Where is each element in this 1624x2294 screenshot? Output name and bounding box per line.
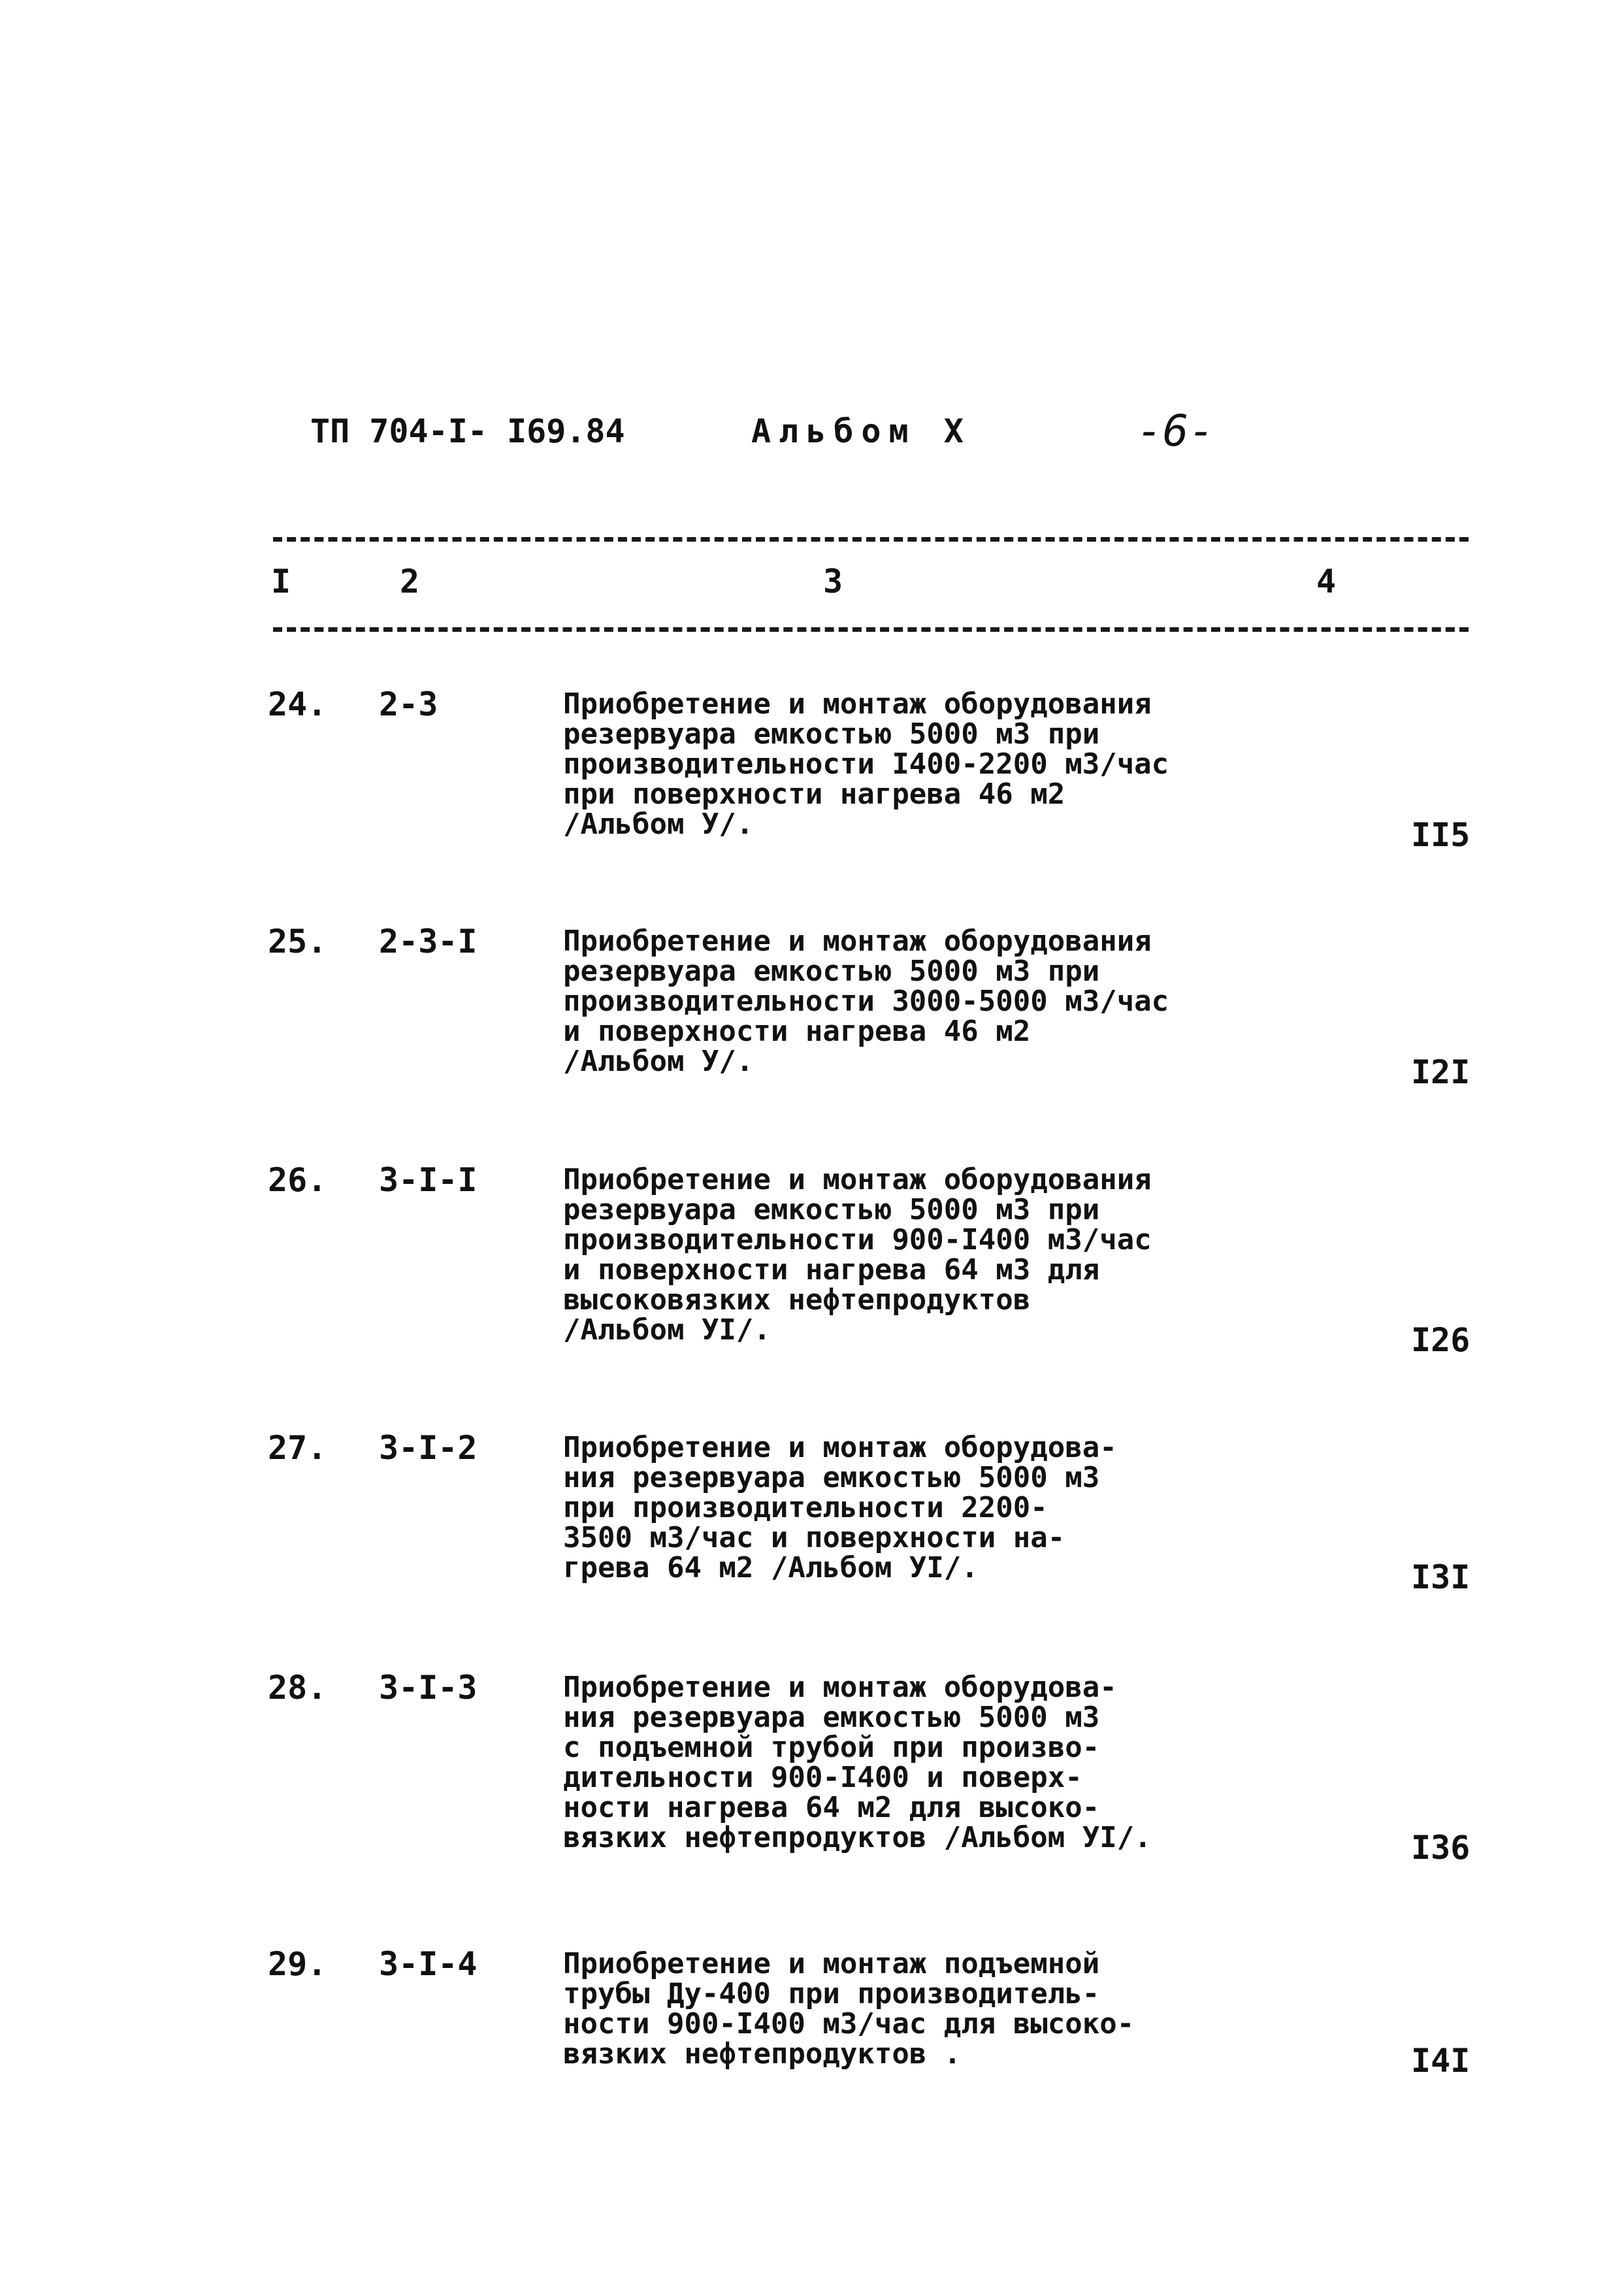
column-header-3: 3 [823,563,843,600]
row-page: I4I [1411,2042,1470,2080]
column-header-2: 2 [400,563,420,600]
row-code: 3-I-I [379,1161,478,1199]
row-number: 24. [268,685,327,723]
row-description: Приобретение и монтаж оборудова- ния резервуара емкостью 5000 м3 с подъемной трубой при произво- дительности 900-I400 и поверх- ности нагрева 64 м2 для высоко- вязких нефтепродуктов /Альбом УI/. [563,1671,1152,1854]
row-page: II5 [1411,816,1470,854]
page-number: -6- [1137,406,1215,456]
row-page: I2I [1411,1053,1470,1091]
row-description: Приобретение и монтаж оборудования резервуара емкостью 5000 м3 при производительности I400-2200 м3/час при поверхности нагрева 46 м2 /Альбом У/. [563,687,1169,841]
row-number: 29. [268,1945,327,1983]
column-header-1: I [271,563,291,600]
row-description: Приобретение и монтаж оборудова- ния резервуара емкостью 5000 м3 при производительности 2200- 3500 м3/час и поверхности на- грева 64 м2 /Альбом УI/. [563,1431,1117,1584]
row-number: 26. [268,1161,327,1199]
row-number: 25. [268,923,327,960]
row-page: I3I [1411,1558,1470,1596]
row-description: Приобретение и монтаж оборудования резервуара емкостью 5000 м3 при производительности 3000-5000 м3/час и поверхности нагрева 46 м2 /Альбом У/. [563,925,1169,1078]
row-code: 3-I-4 [379,1945,478,1983]
row-page: I36 [1411,1829,1470,1867]
album-title: Альбом X [751,412,971,450]
row-page: I26 [1411,1321,1470,1359]
table-header-rule [273,627,1469,632]
row-code: 3-I-3 [379,1669,478,1707]
row-number: 28. [268,1669,327,1707]
column-header-4: 4 [1316,563,1337,600]
row-number: 27. [268,1429,327,1467]
row-code: 2-3 [379,685,438,723]
row-code: 2-3-I [379,923,478,960]
row-description: Приобретение и монтаж оборудования резервуара емкостью 5000 м3 при производительности 900-I400 м3/час и поверхности нагрева 64 м3 для высоковязких нефтепродуктов /Альбом УI/. [563,1163,1152,1347]
row-code: 3-I-2 [379,1429,478,1467]
document-code: ТП 704-I- I69.84 [310,412,625,450]
row-description: Приобретение и монтаж подъемной трубы Ду-400 при производитель- ности 900-I400 м3/час для высоко- вязких нефтепродуктов . [563,1947,1135,2071]
table-top-rule [273,537,1469,542]
